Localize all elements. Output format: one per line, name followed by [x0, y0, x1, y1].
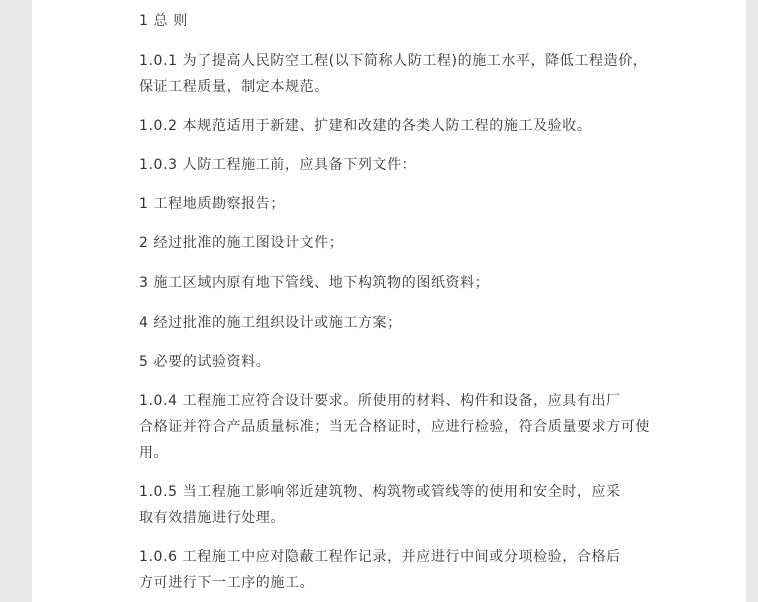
- clause-1-0-4-line-2: 合格证并符合产品质量标准；当无合格证时，应进行检验，符合质量要求方可使: [139, 419, 650, 435]
- list-item-3: 3 施工区域内原有地下管线、地下构筑物的图纸资料；: [139, 275, 490, 291]
- section-heading: 1 总 则: [139, 13, 188, 29]
- clause-1-0-1-line-1: 1.0.1 为了提高人民防空工程(以下简称人防工程)的施工水平，降低工程造价，: [139, 53, 648, 69]
- list-item-1: 1 工程地质勘察报告；: [139, 196, 285, 212]
- clause-1-0-5-line-1: 1.0.5 当工程施工影响邻近建筑物、构筑物或管线等的使用和安全时，应采: [139, 484, 621, 500]
- clause-1-0-6-line-1: 1.0.6 工程施工中应对隐蔽工程作记录，并应进行中间或分项检验，合格后: [139, 549, 621, 565]
- clause-1-0-4-line-3: 用。: [139, 445, 169, 461]
- clause-1-0-1-line-2: 保证工程质量，制定本规范。: [139, 79, 329, 95]
- document-page: [32, 0, 746, 602]
- list-item-5: 5 必要的试验资料。: [139, 354, 271, 370]
- clause-1-0-2: 1.0.2 本规范适用于新建、扩建和改建的各类人防工程的施工及验收。: [139, 118, 592, 134]
- clause-1-0-5-line-2: 取有效措施进行处理。: [139, 510, 285, 526]
- list-item-4: 4 经过批准的施工组织设计或施工方案；: [139, 315, 402, 331]
- list-item-2: 2 经过批准的施工图设计文件；: [139, 235, 344, 251]
- clause-1-0-4-line-1: 1.0.4 工程施工应符合设计要求。所使用的材料、构件和设备，应具有出厂: [139, 393, 621, 409]
- clause-1-0-6-line-2: 方可进行下一工序的施工。: [139, 575, 315, 591]
- clause-1-0-3: 1.0.3 人防工程施工前，应具备下列文件：: [139, 157, 417, 173]
